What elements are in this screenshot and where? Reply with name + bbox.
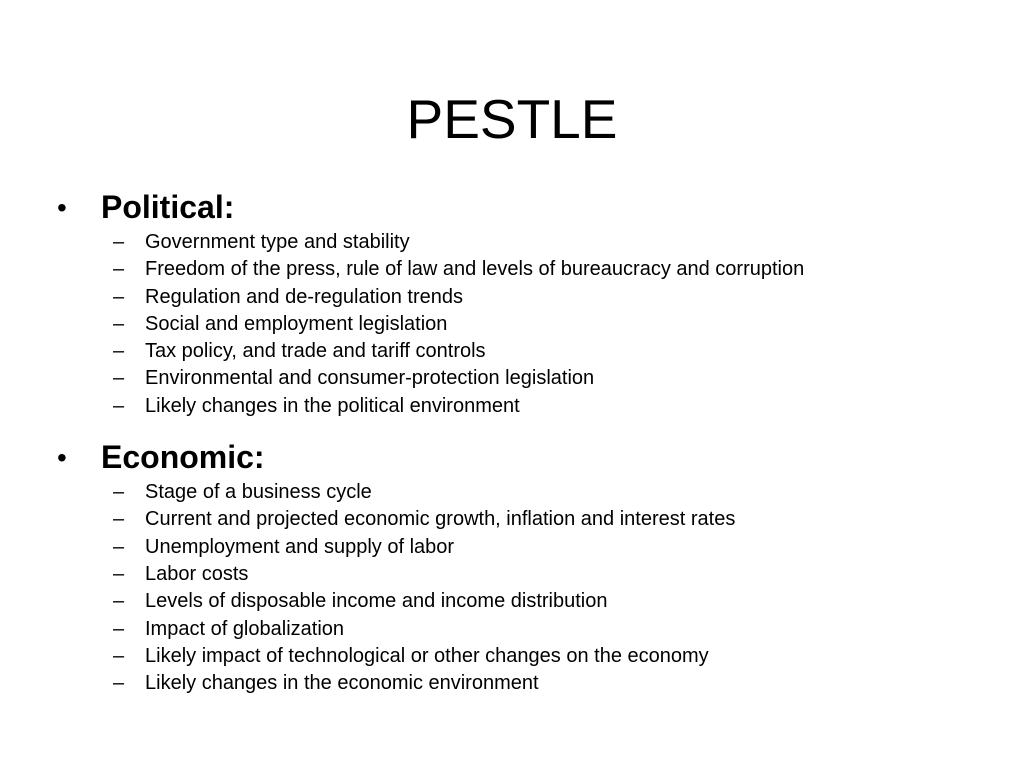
list-item-text: Tax policy, and trade and tariff controls	[145, 340, 486, 363]
dash-icon: –	[113, 535, 125, 558]
list-item-text: Likely impact of technological or other changes on the economy	[145, 644, 709, 667]
slide-content	[57, 186, 1007, 713]
section-heading	[57, 436, 1007, 479]
list-item-text: Likely changes in the economic environment	[145, 672, 539, 695]
dash-icon: –	[113, 644, 125, 667]
dash-icon: –	[113, 394, 125, 417]
list-item-text: Impact of globalization	[145, 617, 345, 640]
dash-icon: –	[113, 508, 125, 531]
list-item-text: Labor costs	[145, 562, 249, 585]
dash-icon: –	[113, 617, 125, 640]
list-item-text: Environmental and consumer-protection legislation	[145, 367, 595, 390]
section-economic	[57, 436, 1007, 697]
list-item	[57, 229, 1007, 256]
list-item-text: Current and projected economic growth, inflation and interest rates	[145, 508, 736, 531]
dash-icon: –	[113, 285, 125, 308]
list-item-text: Social and employment legislation	[145, 312, 448, 335]
list-item	[57, 588, 1007, 615]
section-heading	[57, 186, 1007, 229]
list-item	[57, 284, 1007, 311]
dash-icon: –	[113, 672, 125, 695]
list-item	[57, 256, 1007, 283]
dash-icon: –	[113, 258, 125, 281]
list-item-text: Levels of disposable income and income distribution	[145, 590, 608, 613]
dash-icon: –	[113, 590, 125, 613]
bullet-icon: •	[57, 442, 67, 474]
list-item	[57, 534, 1007, 561]
bullet-icon: •	[57, 192, 67, 223]
dash-icon: –	[113, 562, 125, 585]
list-item	[57, 561, 1007, 588]
dash-icon: –	[113, 231, 125, 253]
list-item	[57, 311, 1007, 338]
slide-title: PESTLE	[406, 88, 618, 150]
list-item	[57, 338, 1007, 365]
list-item	[57, 393, 1007, 420]
sub-bullet-list	[57, 229, 1007, 420]
list-item	[57, 643, 1007, 670]
list-item-text: Freedom of the press, rule of law and levels of bureaucracy and corruption	[145, 258, 805, 281]
sub-bullet-list	[57, 479, 1007, 697]
dash-icon: –	[113, 481, 125, 504]
list-item	[57, 506, 1007, 533]
section-title: Economic:	[101, 439, 265, 476]
dash-icon: –	[113, 312, 125, 335]
list-item-text: Likely changes in the political environment	[145, 394, 520, 417]
list-item	[57, 365, 1007, 392]
list-item-text: Government type and stability	[145, 231, 410, 253]
list-item	[57, 616, 1007, 643]
list-item-text: Regulation and de-regulation trends	[145, 285, 463, 308]
section-political	[57, 186, 1007, 420]
list-item	[57, 670, 1007, 697]
section-title: Political:	[101, 189, 235, 225]
list-item	[57, 479, 1007, 506]
dash-icon: –	[113, 340, 125, 363]
list-item-text: Stage of a business cycle	[145, 481, 372, 504]
dash-icon: –	[113, 367, 125, 390]
list-item-text: Unemployment and supply of labor	[145, 535, 455, 558]
